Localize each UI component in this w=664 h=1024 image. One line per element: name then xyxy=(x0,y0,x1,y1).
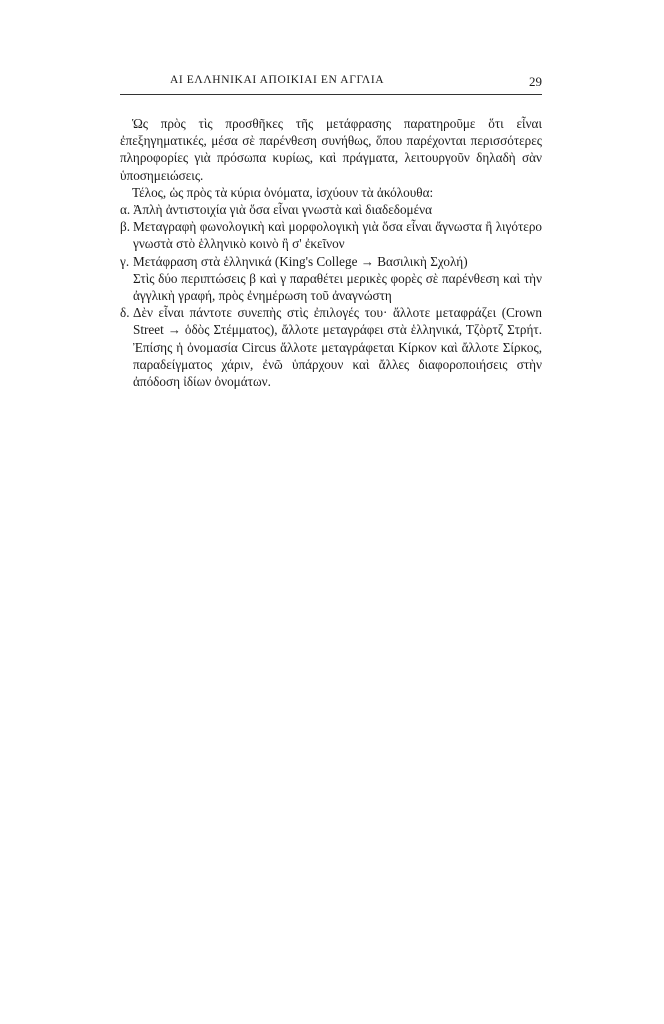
paragraph-additions: Ὡς πρὸς τὶς προσθῆκες τῆς μετάφρασης παρατηροῦμε ὅτι εἶναι ἐπεξηγηματικές, μέσα σὲ παρένθεση συνήθως, ὅπου παρέχονται περισσότερες πληροφορίες γιὰ πρόσωπα κυρίως, καὶ πράγματα, λειτουργοῦν δηλαδὴ σὰν ὑποσημειώσεις. xyxy=(120,116,542,183)
note-after-gamma: Στὶς δύο περιπτώσεις β καὶ γ παραθέτει μερικὲς φορὲς σὲ παρένθεση καὶ τὴν ἀγγλικὴ γραφή, πρὸς ἐνημέρωση τοῦ ἀναγνώστη xyxy=(133,270,542,304)
running-head xyxy=(120,74,542,94)
list-item-text: Ἀπλὴ ἀντιστοιχία γιὰ ὅσα εἶναι γνωστὰ καὶ διαδεδομένα xyxy=(133,202,433,218)
list-marker: δ. xyxy=(120,305,130,321)
list-item-delta xyxy=(120,304,542,390)
body-text xyxy=(120,115,542,390)
list-item-text: Δὲν εἶναι πάντοτε συνεπὴς στὶς ἐπιλογές του· ἄλλοτε μεταφράζει (Crown Street → ὁδὸς Στέμματος), ἄλλοτε μεταγράφει στὰ ἑλληνικά, Τζὸρτζ Στρήτ. Ἐπίσης ἡ ὀνομασία Circus ἄλλοτε μεταγράφεται Κίρκον καὶ ἄλλοτε Σίρκος, παραδείγματος χάριν, ἐνῶ ὑπάρχουν καὶ ἄλλες διαφοροποιήσεις στὴν ἀπόδοση ἰδίων ὀνομάτων. xyxy=(133,305,542,390)
list-marker: α. xyxy=(120,202,131,218)
list-marker: β. xyxy=(120,219,131,235)
header-rule xyxy=(120,94,542,95)
running-title: ΑΙ ΕΛΛΗΝΙΚΑΙ ΑΠΟΙΚΙΑΙ ΕΝ ΑΓΓΛΙΑ xyxy=(170,74,385,86)
list-item-gamma xyxy=(120,253,542,270)
page-number: 29 xyxy=(529,74,542,89)
list-item-text: Μετάφραση στὰ ἑλληνικά (King's College → Βασιλικὴ Σχολή) xyxy=(133,253,468,269)
paragraph-proper-names: Τέλος, ὡς πρὸς τὰ κύρια ὀνόματα, ἰσχύουν τὰ ἀκόλουθα: xyxy=(132,184,434,200)
list-item-beta xyxy=(120,218,542,252)
list-marker: γ. xyxy=(120,253,130,269)
list-item-text: Μεταγραφὴ φωνολογικὴ καὶ μορφολογικὴ γιὰ ὅσα εἶναι ἄγνωστα ἢ λιγότερο γνωστὰ στὸ ἑλληνικὸ κοινὸ ἢ σ' ἐκεῖνον xyxy=(133,219,542,252)
list-item-alpha xyxy=(120,201,542,218)
